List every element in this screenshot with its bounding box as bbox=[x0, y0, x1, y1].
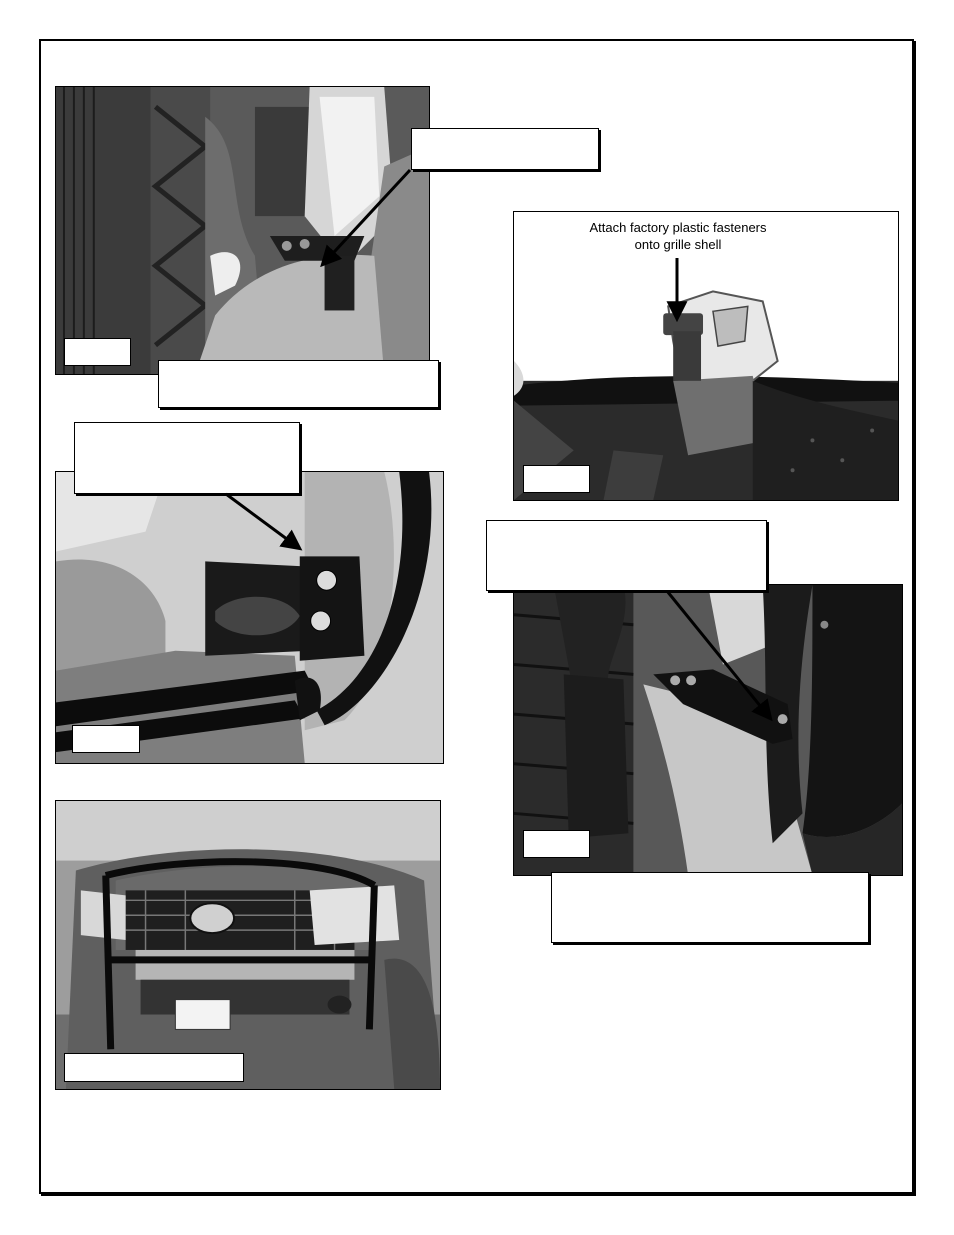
photo-bracket-behind-headlight bbox=[55, 86, 430, 375]
caption-line-2: onto grille shell bbox=[634, 237, 722, 252]
figure-label-2 bbox=[72, 725, 140, 753]
figure-label-1 bbox=[64, 338, 131, 366]
callout-box-photo-4 bbox=[486, 520, 767, 591]
caption-line-1: Attach factory plastic fasteners bbox=[589, 220, 767, 235]
callout-box-top-right bbox=[411, 128, 599, 170]
figure-label-5 bbox=[64, 1053, 244, 1082]
caption-box-photo-1 bbox=[158, 360, 439, 408]
photo-plastic-fastener-grille-shell bbox=[513, 211, 899, 501]
callout-box-photo-2 bbox=[74, 422, 300, 494]
photo-guard-mount-bolts bbox=[55, 471, 444, 764]
caption-box-photo-4 bbox=[551, 872, 869, 943]
photo-installed-grille-guard bbox=[55, 800, 441, 1090]
photo-fastener-caption bbox=[568, 219, 788, 253]
figure-label-3 bbox=[523, 465, 590, 493]
figure-label-4 bbox=[523, 830, 590, 858]
